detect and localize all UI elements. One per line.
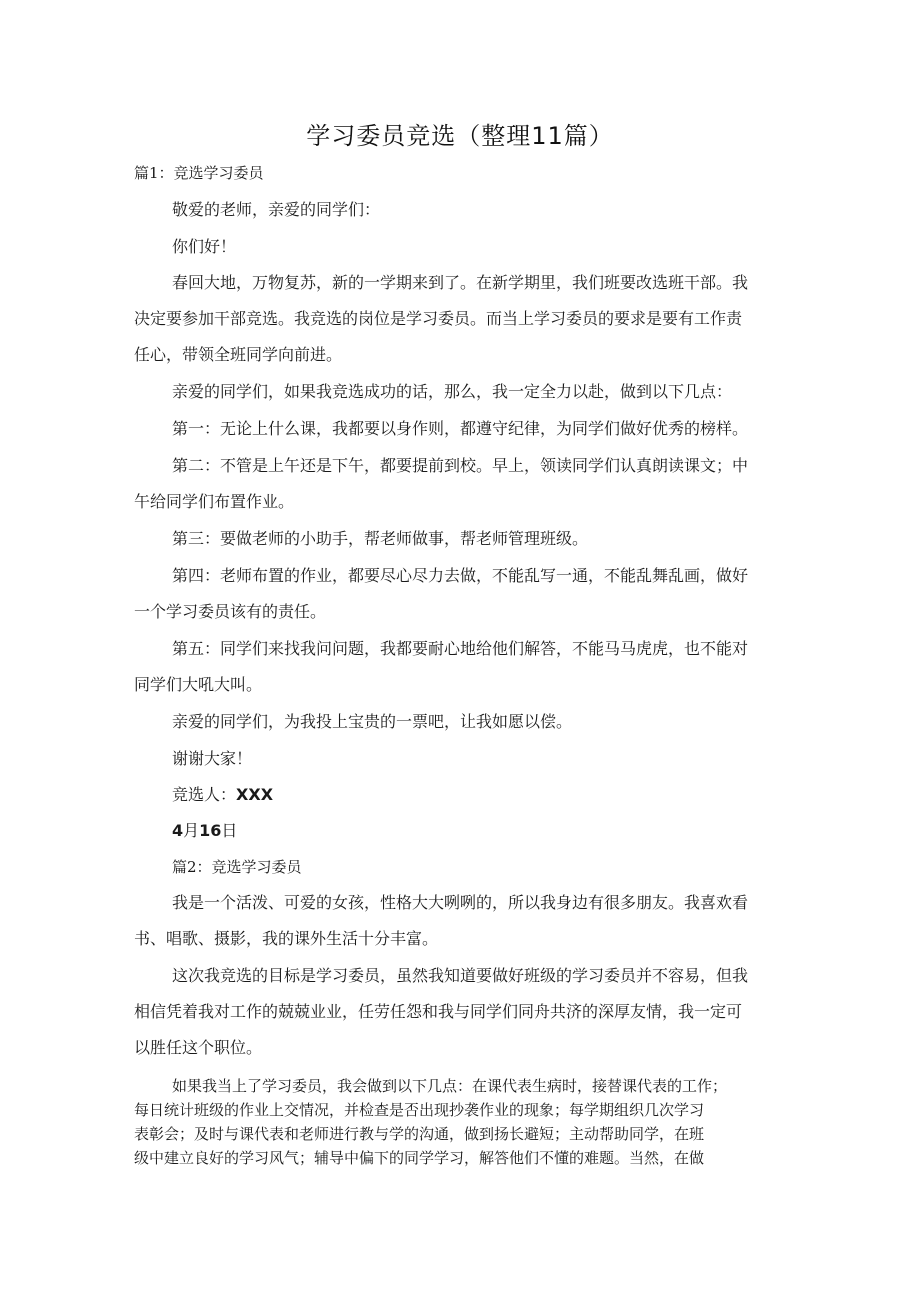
paragraph-line: 相信凭着我对工作的兢兢业业，任劳任怨和我与同学们同舟共济的深厚友情，我一定可 — [134, 1002, 743, 1021]
date-month-unit: 月 — [183, 821, 200, 840]
date-day: 16 — [199, 821, 222, 840]
point-4-line: 第四：老师布置的作业，都要尽心尽力去做，不能乱写一通，不能乱舞乱画，做好 — [172, 566, 749, 585]
date-day-unit: 日 — [221, 821, 238, 840]
paragraph-line: 每日统计班级的作业上交情况，并检查是否出现抄袭作业的现象；每学期组织几次学习 — [134, 1101, 705, 1119]
paragraph-line: 如果我当上了学习委员，我会做到以下几点：在课代表生病时，接替课代表的工作； — [172, 1077, 728, 1095]
point-2-line: 第二：不管是上午还是下午，都要提前到校。早上，领读同学们认真朗读课文；中 — [172, 456, 749, 475]
document-title: 学习委员竞选（整理11篇） — [306, 122, 614, 150]
paragraph-line: 决定要参加干部竞选。我竞选的岗位是学习委员。而当上学习委员的要求是要有工作责 — [134, 309, 743, 328]
paragraph-line: 我是一个活泼、可爱的女孩，性格大大咧咧的，所以我身边有很多朋友。我喜欢看 — [172, 893, 749, 912]
paragraph-line: 这次我竞选的目标是学习委员，虽然我知道要做好班级的学习委员并不容易，但我 — [172, 966, 749, 985]
paragraph-line: 任心，带领全班同学向前进。 — [134, 345, 343, 364]
appeal: 亲爱的同学们，为我投上宝贵的一票吧，让我如愿以偿。 — [172, 712, 573, 731]
point-1: 第一：无论上什么课，我都要以身作则，都遵守纪律，为同学们做好优秀的榜样。 — [172, 419, 749, 438]
article-2-heading: 篇2：竞选学习委员 — [172, 858, 302, 876]
point-3: 第三：要做老师的小助手，帮老师做事，帮老师管理班级。 — [172, 529, 589, 548]
candidate-label: 竞选人： — [172, 785, 237, 804]
point-2-line: 午给同学们布置作业。 — [134, 492, 295, 511]
point-5-line: 第五：同学们来找我问问题，我都要耐心地给他们解答，不能马马虎虎，也不能对 — [172, 639, 749, 658]
greeting: 敬爱的老师，亲爱的同学们： — [172, 200, 381, 219]
point-5-line: 同学们大吼大叫。 — [134, 675, 263, 694]
date — [172, 821, 832, 841]
date-month: 4 — [172, 821, 184, 840]
paragraph-line: 级中建立良好的学习风气；辅导中偏下的同学学习，解答他们不懂的难题。当然，在做 — [134, 1149, 705, 1167]
point-4-line: 一个学习委员该有的责任。 — [134, 602, 327, 621]
article-1-heading: 篇1：竞选学习委员 — [134, 164, 264, 182]
paragraph-line: 书、唱歌、摄影，我的课外生活十分丰富。 — [134, 929, 439, 948]
thanks: 谢谢大家！ — [172, 749, 253, 768]
candidate-signature — [172, 785, 832, 805]
paragraph-line: 春回大地，万物复苏，新的一学期来到了。在新学期里，我们班要改选班干部。我 — [172, 273, 749, 292]
candidate-name: XXX — [236, 785, 274, 804]
paragraph-line: 表彰会；及时与课代表和老师进行教与学的沟通，做到扬长避短；主动帮助同学，在班 — [134, 1125, 705, 1143]
paragraph-line: 以胜任这个职位。 — [134, 1038, 263, 1057]
hello: 你们好！ — [172, 237, 237, 256]
paragraph-line: 亲爱的同学们，如果我竞选成功的话，那么，我一定全力以赴，做到以下几点： — [172, 382, 733, 401]
